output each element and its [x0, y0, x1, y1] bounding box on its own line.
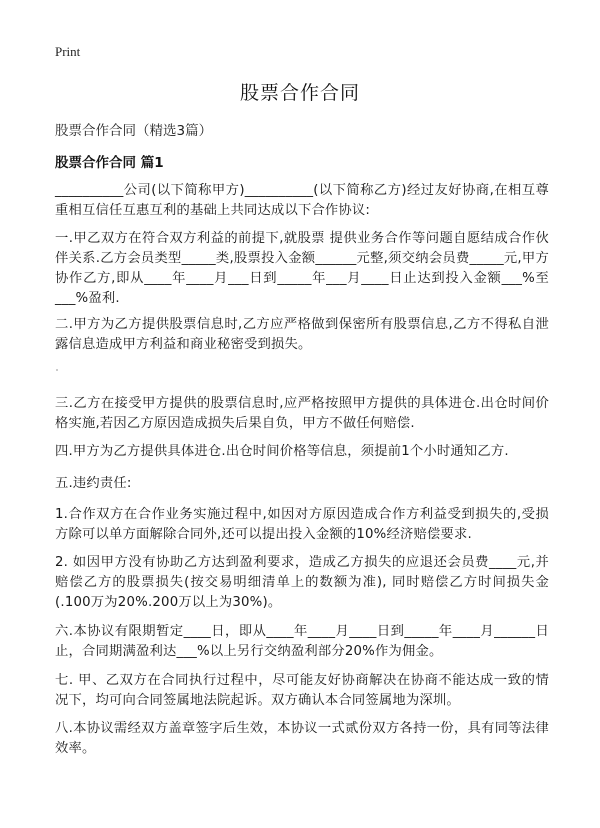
document-title: 股票合作合同 [239, 82, 360, 104]
section-title: 股票合作合同 篇1 [55, 155, 164, 171]
paragraph-clause-7: 七. 甲、乙双方在合同执行过程中，尽可能友好协商解决在协商不能达成一致的情况下，均可向合同签属地法院起诉。双方确认本合同签属地为深圳。 [55, 673, 549, 708]
document-subtitle: 股票合作合同（精选3篇） [55, 123, 213, 139]
paragraph-clause-8: 八.本协议需经双方盖章签字后生效，本协议一式贰份双方各持一份，具有同等法律效率。 [55, 721, 549, 756]
paragraph-clause-2: 二.甲方为乙方提供股票信息时,乙方应严格做到保密所有股票信息,乙方不得私自泄露信息造成甲方利益和商业秘密受到损失。 [55, 317, 549, 352]
print-label: Print [55, 44, 81, 59]
paragraph-clause-3: 三.乙方在接受甲方提供的股票信息时,应严格按照甲方提供的具体进仓.出仓时间价格实施,若因乙方原因造成损失后果自负，甲方不做任何赔偿. [55, 396, 549, 431]
paragraph-clause-5-heading: 五.违约责任: [55, 476, 132, 491]
stray-dot [56, 369, 58, 371]
paragraph-liability-1: 1.合作双方在合作业务实施过程中,如因对方原因造成合作方利益受到损失的,受损方除可以单方面解除合同外,还可以提出投入金额的10%经济赔偿要求. [55, 507, 549, 542]
paragraph-intro: __________公司(以下简称甲方)__________(以下简称乙方)经过友好协商,在相互尊重相互信任互惠互利的基础上共同达成以下合作协议: [55, 183, 549, 218]
paragraph-clause-4: 四.甲方为乙方提供具体进仓.出仓时间价格等信息，须提前1个小时通知乙方. [55, 444, 509, 459]
paragraph-clause-1: 一.甲乙双方在符合双方利益的前提下,就股票 提供业务合作等问题自愿结成合作伙伴关系.乙方会员类型_____类,股票投入金额______元整,须交纳会员费_____元,甲方协作乙方,即从____年____月___日到_____年___月____日止达到投入金额___%至___%盈利. [55, 231, 549, 306]
paragraph-liability-2: 2. 如因甲方没有协助乙方达到盈利要求，造成乙方损失的应退还会员费____元,并赔偿乙方的股票损失(按交易明细清单上的数额为准), 同时赔偿乙方时间损失金(.100万为20%.200万以上为30%)。 [55, 555, 549, 610]
paragraph-clause-6: 六.本协议有限期暂定____日，即从____年____月____日到_____年____月______日止，合同期满盈利达___%以上另行交纳盈利部分20%作为佣金。 [55, 624, 549, 659]
